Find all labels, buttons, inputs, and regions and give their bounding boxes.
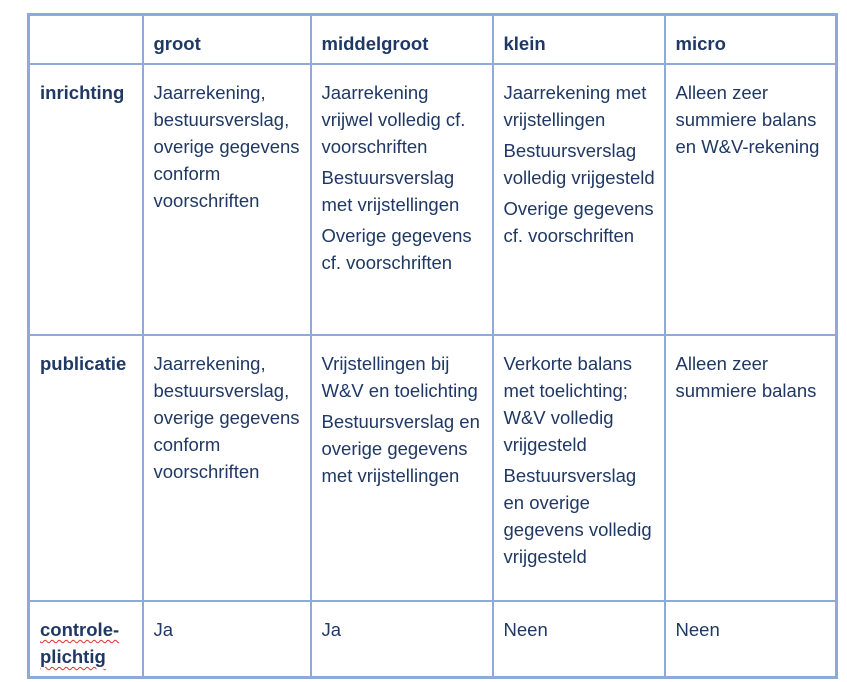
- cell-text: Alleen zeer summiere balans: [675, 353, 817, 401]
- header-cell-middelgroot: [311, 15, 493, 65]
- table-cell: [311, 601, 493, 678]
- header-groot: groot: [153, 33, 201, 54]
- cell-text: Bestuursverslag met vrijstellingen: [321, 167, 460, 215]
- row-label-inrichting: inrichting: [40, 82, 125, 103]
- cell-text: Overige gegevens cf. voorschriften: [321, 225, 472, 273]
- header-klein: klein: [503, 33, 546, 54]
- table-cell: [311, 335, 493, 601]
- cell-text: Neen: [675, 619, 720, 640]
- row-label-controle-line2: plichtig: [40, 646, 106, 667]
- table-cell: [665, 335, 837, 601]
- header-row: [29, 15, 837, 65]
- cell-text: Ja: [153, 619, 174, 640]
- cell-text: Jaarrekening, bestuursverslag, overige gegevens conform voorschriften: [153, 82, 300, 211]
- cell-text: Bestuursverslag volledig vrijgesteld: [503, 140, 655, 188]
- header-cell-micro: [665, 15, 837, 65]
- cell-text: Alleen zeer summiere balans en W&V-rekening: [675, 82, 820, 157]
- cell-text: Jaarrekening, bestuursverslag, overige gegevens conform voorschriften: [153, 353, 300, 482]
- cell-text: Jaarrekening met vrijstellingen: [503, 82, 647, 130]
- row-label-controle-line1: controle-: [40, 619, 120, 640]
- row-label-cell: [29, 335, 143, 601]
- table-cell: [493, 64, 665, 335]
- header-cell-klein: [493, 15, 665, 65]
- cell-text: Bestuursverslag en overige gegevens met vrijstellingen: [321, 411, 480, 486]
- table-cell: [665, 64, 837, 335]
- table-row-publicatie: [29, 335, 837, 601]
- cell-text: Bestuursverslag en overige gegevens volledig vrijgesteld: [503, 465, 652, 567]
- comparison-table: [27, 13, 838, 679]
- header-cell-groot: [143, 15, 311, 65]
- table-cell: [143, 601, 311, 678]
- row-label-cell: [29, 601, 143, 678]
- cell-text: Overige gegevens cf. voorschriften: [503, 198, 654, 246]
- table-cell: [493, 335, 665, 601]
- table-cell: [143, 335, 311, 601]
- table-row-inrichting: [29, 64, 837, 335]
- cell-text: Ja: [321, 619, 342, 640]
- table-cell: [311, 64, 493, 335]
- cell-text: Vrijstellingen bij W&V en toelichting: [321, 353, 478, 401]
- row-label-publicatie: publicatie: [40, 353, 127, 374]
- cell-text: Verkorte balans met toelichting; W&V volledig vrijgesteld: [503, 353, 633, 455]
- header-micro: micro: [675, 33, 726, 54]
- row-label-cell: [29, 64, 143, 335]
- table-row-controleplichtig: [29, 601, 837, 678]
- cell-text: Jaarrekening vrijwel volledig cf. voorschriften: [321, 82, 466, 157]
- header-cell-empty: [29, 15, 143, 65]
- cell-text: Neen: [503, 619, 548, 640]
- header-middelgroot: middelgroot: [321, 33, 429, 54]
- table-cell: [143, 64, 311, 335]
- table-cell: [665, 601, 837, 678]
- table-cell: [493, 601, 665, 678]
